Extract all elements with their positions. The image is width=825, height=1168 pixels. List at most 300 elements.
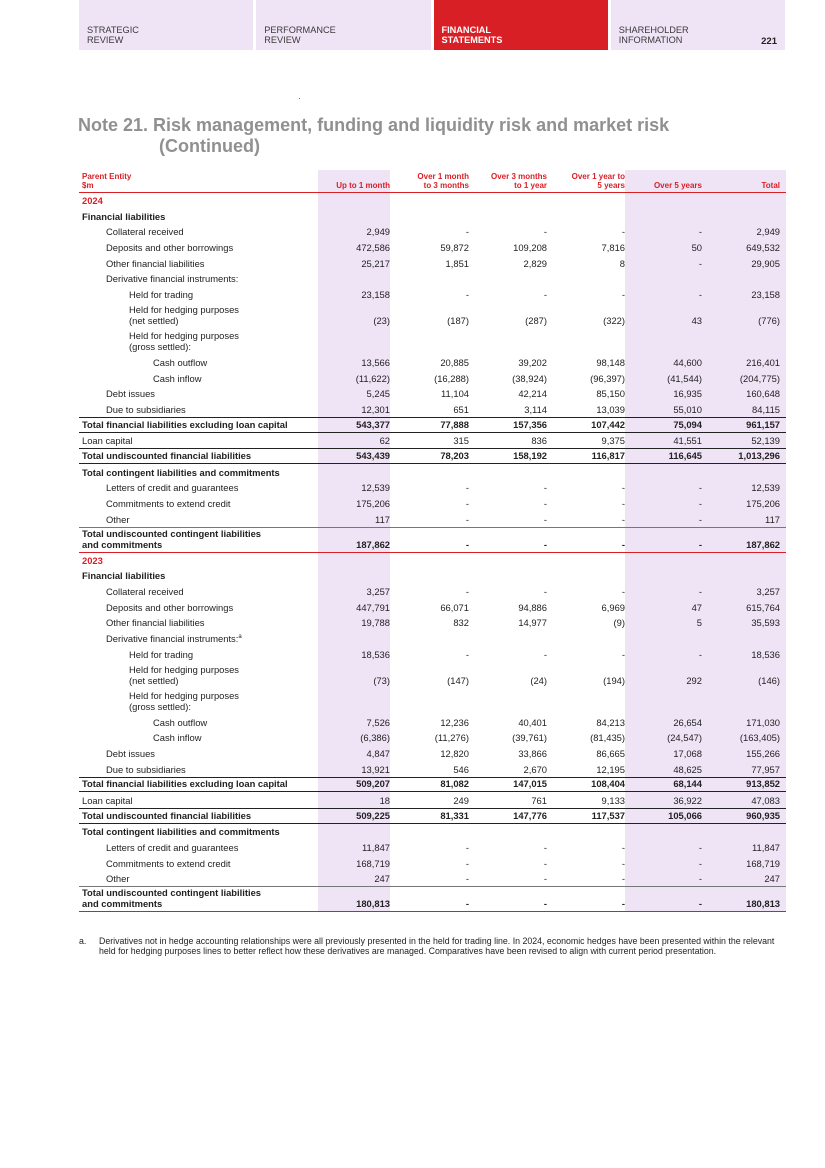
table-cell: 84,213 (596, 716, 625, 728)
table-cell: 81,082 (440, 778, 469, 790)
table-row (79, 433, 786, 449)
row-label: Total financial liabilities excluding loan capital (82, 418, 288, 430)
table-cell: - (621, 226, 625, 238)
table-cell: (6,386) (360, 732, 390, 744)
section-nav (79, 0, 785, 50)
table-cell: (146) (758, 674, 780, 686)
table-cell: - (465, 873, 469, 885)
table-cell: 94,886 (518, 601, 547, 613)
table-cell: 3,257 (366, 586, 390, 598)
row-label: Other (106, 513, 130, 525)
table-row (79, 480, 786, 496)
table-cell: 12,236 (440, 716, 469, 728)
table-cell: 9,133 (601, 794, 625, 806)
header-cell (547, 172, 625, 190)
table-cell: 836 (531, 435, 547, 447)
row-label: Deposits and other borrowings (106, 601, 234, 613)
table-cell: (24,547) (667, 732, 702, 744)
label-line: Derivative financial instruments: (106, 633, 239, 645)
table-row (79, 255, 786, 271)
label-line: and commitments (82, 538, 163, 550)
table-cell: - (465, 842, 469, 853)
table-cell: 155,266 (746, 747, 780, 759)
table-cell: 78,203 (440, 449, 469, 461)
table-cell: - (698, 226, 702, 238)
table-cell: 109,208 (513, 242, 547, 254)
table-cell: 158,192 (513, 449, 547, 461)
table-cell: - (698, 482, 702, 494)
row-label: Financial liabilities (82, 210, 166, 222)
table-cell: 66,071 (440, 601, 469, 613)
table-row (79, 224, 786, 240)
table-cell: 84,115 (752, 403, 780, 415)
table-cell: 44,600 (673, 356, 702, 368)
row-label: Cash outflow (153, 356, 208, 368)
tab-strategic-review[interactable] (79, 0, 253, 50)
table-header (79, 170, 786, 193)
table-cell: (194) (603, 674, 625, 686)
table-cell: 2,949 (756, 226, 780, 238)
table-row (79, 630, 786, 646)
table-row (79, 401, 786, 417)
table-cell: 4,847 (366, 747, 390, 759)
total-row (79, 527, 786, 553)
row-label: Debt issues (106, 747, 155, 759)
table-cell: 52,139 (751, 435, 780, 447)
table-cell: - (698, 498, 702, 509)
table-cell: 2,949 (366, 226, 390, 238)
row-label: Loan capital (82, 794, 133, 806)
table-cell: 3,257 (756, 586, 780, 598)
label-line: and commitments (82, 898, 163, 910)
table-cell: - (465, 482, 469, 494)
table-cell: 5 (696, 617, 702, 629)
table-cell: 16,935 (673, 388, 702, 400)
table-cell: 23,158 (361, 289, 390, 301)
table-cell: 18,536 (751, 648, 780, 660)
table-cell: (96,397) (590, 372, 625, 384)
section-row (79, 568, 786, 584)
table-row (79, 599, 786, 615)
label-line: Parent Entity (82, 172, 132, 181)
tab-label: REVIEW (264, 35, 301, 45)
table-cell: 33,866 (518, 747, 547, 759)
table-cell: - (465, 289, 469, 301)
table-cell: (73) (373, 674, 390, 686)
table-cell: 961,157 (746, 418, 780, 430)
tab-label: STATEMENTS (441, 35, 503, 45)
table-cell: (163,405) (739, 732, 780, 744)
label-line: Over 1 month (417, 172, 469, 181)
table-cell: (41,544) (667, 372, 702, 384)
header-cell (469, 172, 547, 190)
label-line: Total undiscounted contingent liabilities (82, 527, 261, 539)
table-row (79, 646, 786, 662)
table-cell: 12,539 (751, 482, 780, 494)
row-label: Collateral received (106, 586, 184, 598)
row-label (79, 330, 318, 352)
footnote (79, 936, 779, 957)
table-row (79, 871, 786, 887)
table-cell: 147,776 (513, 809, 547, 821)
table-cell: 546 (453, 763, 469, 775)
table-row (79, 714, 786, 730)
label-line: (gross settled): (129, 341, 191, 353)
table-cell: - (698, 857, 702, 869)
row-label: Collateral received (106, 226, 184, 238)
table-cell: - (465, 538, 469, 550)
table-cell: - (543, 873, 547, 885)
tab-label: REVIEW (87, 35, 124, 45)
total-row (79, 886, 786, 912)
header-cell (390, 172, 469, 190)
table-cell: 651 (453, 403, 469, 415)
footnote-marker: a (238, 634, 242, 640)
table-cell: 472,586 (356, 242, 390, 254)
row-label: Total undiscounted financial liabilities (82, 809, 252, 821)
label-line: (gross settled): (129, 700, 191, 712)
table-cell: 157,356 (513, 418, 547, 430)
table-cell: 2,670 (523, 763, 547, 775)
table-cell: - (543, 857, 547, 869)
table-cell: - (698, 842, 702, 853)
tab-label: FINANCIAL (441, 25, 492, 35)
table-cell: (187) (447, 315, 469, 327)
table-cell: - (465, 857, 469, 869)
table-cell: 107,442 (591, 418, 625, 430)
table-cell: 13,921 (361, 763, 390, 775)
total-row (79, 417, 786, 433)
label-line: Held for hedging purposes (129, 330, 239, 342)
tab-label: SHAREHOLDER (618, 25, 689, 35)
table-row (79, 239, 786, 255)
table-cell: - (621, 513, 625, 525)
table-cell: 108,404 (591, 778, 625, 790)
table-cell: 35,593 (751, 617, 780, 629)
table-cell: 12,539 (361, 482, 390, 494)
table-cell: - (543, 226, 547, 238)
table-cell: - (543, 482, 547, 494)
table-cell: - (465, 513, 469, 525)
table-cell: 187,862 (746, 538, 780, 550)
table-row (79, 761, 786, 777)
row-label: Total undiscounted financial liabilities (82, 449, 252, 461)
table-cell: - (698, 289, 702, 301)
header-cell: Total (761, 181, 780, 190)
table-row (79, 688, 786, 714)
table-cell: 9,375 (601, 435, 625, 447)
table-cell: (776) (758, 315, 780, 327)
row-label (79, 887, 318, 909)
table-cell: - (698, 586, 702, 598)
liquidity-table (79, 170, 786, 912)
table-row (79, 495, 786, 511)
tab-label: STRATEGIC (87, 25, 139, 35)
table-cell: 247 (764, 873, 780, 885)
row-label: Held for trading (129, 289, 194, 301)
table-cell: 59,872 (440, 242, 469, 254)
row-label: Debt issues (106, 388, 155, 400)
table-cell: 36,922 (673, 794, 702, 806)
table-cell: 649,532 (746, 242, 780, 254)
table-cell: 7,816 (601, 242, 625, 254)
row-label: Cash outflow (153, 716, 208, 728)
table-cell: 25,217 (361, 257, 390, 269)
table-cell: 168,719 (356, 857, 390, 869)
table-cell: 247 (374, 873, 390, 885)
table-cell: 2,829 (523, 257, 547, 269)
table-row (79, 271, 786, 287)
row-label: Commitments to extend credit (106, 498, 231, 509)
section-row (79, 824, 786, 840)
table-row (79, 386, 786, 402)
table-cell: - (621, 586, 625, 598)
table-cell: 13,039 (596, 403, 625, 415)
table-cell: 7,526 (366, 716, 390, 728)
table-cell: 47,083 (751, 794, 780, 806)
table-row (79, 615, 786, 631)
table-row (79, 745, 786, 761)
table-cell: 85,150 (596, 388, 625, 400)
tab-shareholder-information[interactable] (611, 0, 785, 50)
table-cell: 168,719 (746, 857, 780, 869)
table-row (79, 370, 786, 386)
table-cell: 86,665 (596, 747, 625, 759)
table-cell: 50 (691, 242, 702, 254)
table-cell: 98,148 (596, 356, 625, 368)
year-row (79, 193, 786, 208)
row-label: Total contingent liabilities and commitments (82, 466, 280, 478)
table-cell: 19,788 (361, 617, 390, 629)
table-cell: 11,847 (752, 842, 780, 853)
table-cell: - (465, 226, 469, 238)
table-cell: - (621, 538, 625, 550)
table-cell: 42,214 (518, 388, 547, 400)
table-cell: - (465, 498, 469, 509)
header-cell: Up to 1 month (336, 181, 390, 190)
table-cell: - (543, 842, 547, 853)
table-row (79, 662, 786, 688)
row-label: Commitments to extend credit (106, 857, 231, 869)
table-cell: - (543, 498, 547, 509)
tab-performance-review[interactable] (256, 0, 430, 50)
table-cell: 11,104 (441, 388, 469, 400)
table-cell: 18,536 (361, 648, 390, 660)
table-cell: 8 (619, 257, 625, 269)
table-cell: 117 (765, 513, 780, 525)
row-label: Other financial liabilities (106, 257, 205, 269)
label-line: Over 1 year to (571, 172, 625, 181)
table-cell: 160,648 (746, 388, 780, 400)
label-line: Total undiscounted contingent liabilities (82, 887, 261, 899)
row-label: Cash inflow (153, 732, 202, 744)
table-cell: - (698, 513, 702, 525)
table-cell: 62 (379, 435, 390, 447)
table-cell: (287) (525, 315, 547, 327)
table-cell: - (543, 513, 547, 525)
table-cell: 47 (691, 601, 702, 613)
row-label: Financial liabilities (82, 570, 166, 582)
table-cell: 832 (453, 617, 469, 629)
table-row (79, 792, 786, 808)
table-row (79, 855, 786, 871)
stray-dot (299, 98, 300, 99)
table-cell: 39,202 (518, 356, 547, 368)
tab-label: PERFORMANCE (264, 25, 336, 35)
table-cell: 447,791 (356, 601, 390, 613)
table-cell: 77,957 (751, 763, 780, 775)
table-cell: (23) (373, 315, 390, 327)
table-cell: 175,206 (356, 498, 390, 509)
table-cell: 171,030 (746, 716, 780, 728)
year-row (79, 553, 786, 568)
table-row (79, 328, 786, 354)
title-line-2: (Continued) (159, 136, 260, 156)
table-cell: 13,566 (361, 356, 390, 368)
table-cell: - (698, 898, 702, 910)
row-label: Letters of credit and guarantees (106, 842, 239, 853)
table-cell: - (621, 898, 625, 910)
table-cell: 180,813 (746, 898, 780, 910)
table-row (79, 511, 786, 527)
table-cell: 23,158 (751, 289, 780, 301)
table-cell: - (465, 648, 469, 660)
table-cell: 12,820 (440, 747, 469, 759)
row-label: Loan capital (82, 435, 133, 447)
table-cell: - (621, 289, 625, 301)
table-cell: 117,537 (591, 809, 625, 821)
table-cell: - (543, 586, 547, 598)
table-cell: 20,885 (440, 356, 469, 368)
table-cell: 12,301 (361, 403, 390, 415)
table-cell: 68,144 (673, 778, 702, 790)
table-row (79, 730, 786, 746)
table-cell: (38,924) (512, 372, 547, 384)
table-cell: 509,207 (356, 778, 390, 790)
table-cell: 615,764 (746, 601, 780, 613)
total-row (79, 808, 786, 824)
label-line: to 1 year (514, 181, 547, 190)
table-cell: 105,066 (668, 809, 702, 821)
table-cell: - (698, 873, 702, 885)
table-cell: 18 (379, 794, 390, 806)
table-cell: - (543, 289, 547, 301)
tab-label: INFORMATION (618, 35, 683, 45)
header-cell (79, 172, 318, 190)
row-label: Derivative financial instruments: (106, 273, 239, 285)
table-cell: 48,625 (673, 763, 702, 775)
footnote-text: Derivatives not in hedge accounting relationships were all previously presented in the held for trading line. In 2024, economic hedges have been presented within the relevant held for hedging purposes lines to better reflect how these derivatives are managed. Comparatives have been revised to align with current period presentation. (99, 936, 775, 957)
tab-financial-statements[interactable] (434, 0, 608, 50)
label-line: Over 3 months (490, 172, 547, 181)
row-label (79, 664, 318, 686)
table-cell: 81,331 (440, 809, 469, 821)
table-cell: - (621, 498, 625, 509)
table-row (79, 286, 786, 302)
table-cell: 55,010 (673, 403, 702, 415)
table-cell: - (543, 648, 547, 660)
table-cell: 3,114 (524, 403, 547, 415)
label-line: $m (82, 181, 94, 190)
table-cell: (39,761) (512, 732, 547, 744)
table-cell: 543,439 (356, 449, 390, 461)
table-cell: 5,245 (366, 388, 390, 400)
table-cell: 913,852 (746, 778, 780, 790)
table-cell: 761 (531, 794, 547, 806)
table-cell: 40,401 (518, 716, 547, 728)
table-cell: 175,206 (746, 498, 780, 509)
table-cell: 12,195 (596, 763, 625, 775)
table-cell: 315 (453, 435, 469, 447)
row-label: Total contingent liabilities and commitments (82, 826, 280, 838)
table-cell: - (698, 257, 702, 269)
label-line: (net settled) (129, 315, 179, 327)
row-label: Total financial liabilities excluding loan capital (82, 778, 288, 790)
table-cell: 509,225 (356, 809, 390, 821)
table-cell: - (621, 857, 625, 869)
label-line: 5 years (597, 181, 625, 190)
table-cell: 26,654 (673, 716, 702, 728)
table-cell: - (698, 538, 702, 550)
table-cell: 180,813 (356, 898, 390, 910)
table-cell: (9) (613, 617, 625, 629)
label-line: (net settled) (129, 674, 179, 686)
table-cell: (11,622) (355, 372, 390, 384)
table-cell: - (465, 586, 469, 598)
row-label: 2023 (82, 554, 103, 566)
table-cell: (204,775) (739, 372, 780, 384)
section-row (79, 464, 786, 480)
table-cell: (322) (603, 315, 625, 327)
table-cell: 1,013,296 (738, 449, 780, 461)
section-row (79, 208, 786, 224)
row-label: Cash inflow (153, 372, 202, 384)
total-row (79, 448, 786, 464)
table-cell: 216,401 (746, 356, 780, 368)
table-cell: - (465, 898, 469, 910)
total-row (79, 777, 786, 793)
row-label: Letters of credit and guarantees (106, 482, 239, 494)
table-cell: (16,288) (434, 372, 469, 384)
row-label (79, 690, 318, 712)
table-cell: 116,645 (668, 449, 702, 461)
table-cell: 14,977 (518, 617, 547, 629)
header-cell: Over 5 years (653, 181, 702, 190)
table-cell: 292 (686, 674, 702, 686)
table-row (79, 302, 786, 328)
table-cell: - (543, 538, 547, 550)
label-line: Held for hedging purposes (129, 663, 239, 675)
row-label: Deposits and other borrowings (106, 242, 234, 254)
label-line: Held for hedging purposes (129, 304, 239, 316)
table-cell: 249 (453, 794, 469, 806)
row-label (79, 528, 318, 550)
table-cell: 116,817 (591, 449, 625, 461)
table-cell: 17,068 (673, 747, 702, 759)
table-cell: 41,551 (673, 435, 702, 447)
table-cell: (11,276) (434, 732, 469, 744)
table-cell: 11,847 (362, 842, 390, 853)
row-label: Other (106, 873, 130, 885)
row-label (79, 632, 318, 644)
table-cell: - (621, 842, 625, 853)
table-cell: 6,969 (601, 601, 625, 613)
table-cell: 117 (375, 513, 390, 525)
table-cell: 29,905 (751, 257, 780, 269)
page-number: 221 (761, 36, 777, 47)
table-cell: 187,862 (356, 538, 390, 550)
row-label (79, 304, 318, 326)
